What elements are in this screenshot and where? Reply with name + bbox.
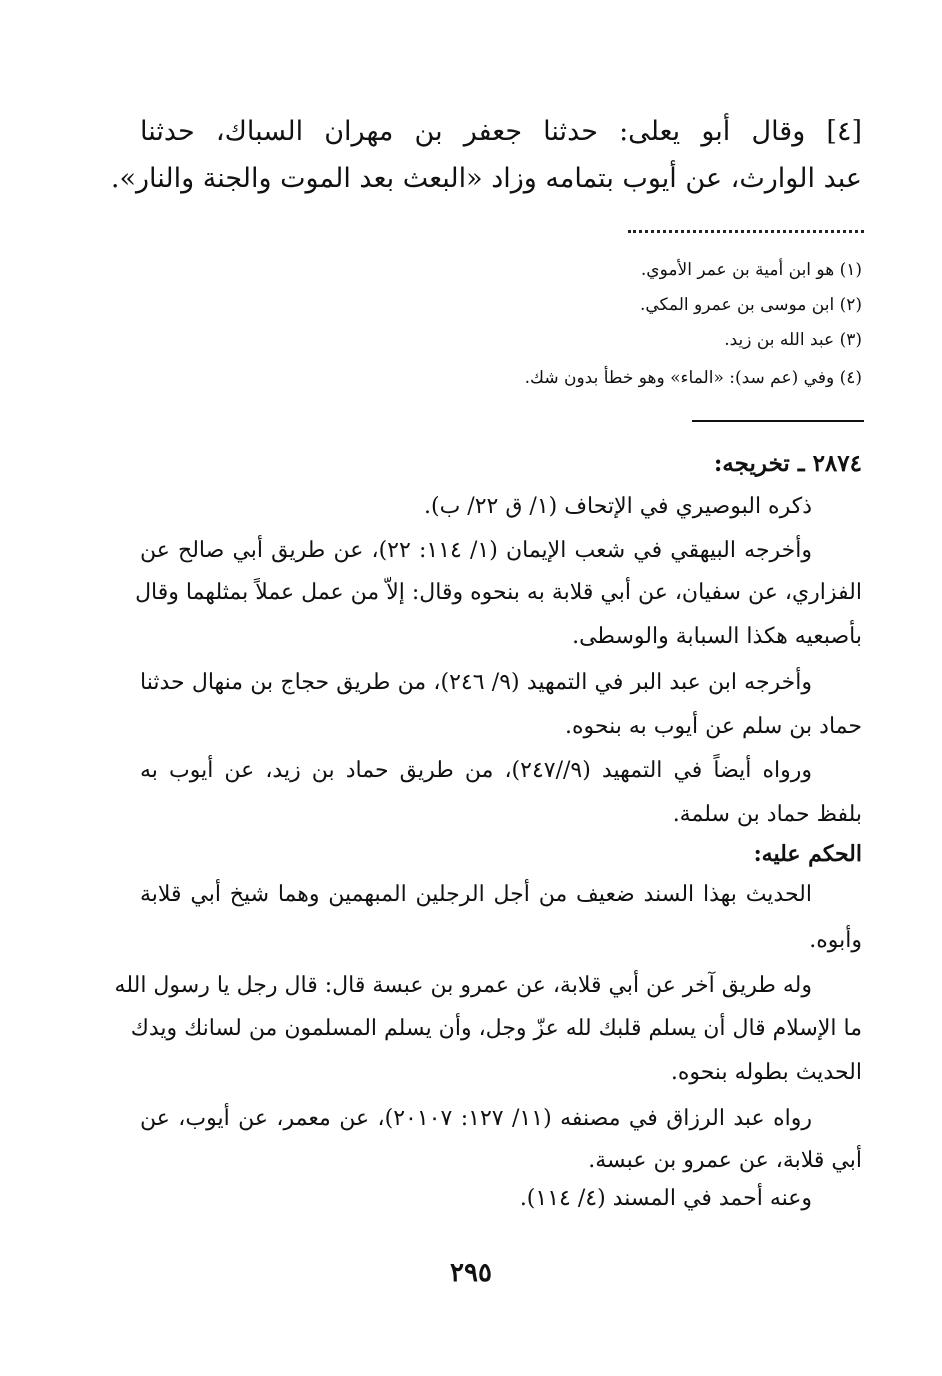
section-rule	[692, 420, 864, 422]
hukm-line: رواه عبد الرزاق في مصنفه (١١/ ١٢٧: ٢٠١٠٧)، عن معمر، عن أيوب، عن	[140, 1106, 812, 1131]
takhrij-line: ذكره البوصيري في الإتحاف (١/ ق ٢٢/ ب).	[424, 494, 812, 519]
hukm-line: وأبوه.	[809, 928, 862, 953]
takhrij-line: حماد بن سلم عن أيوب به بنحوه.	[565, 714, 862, 739]
hukm-line: وعنه أحمد في المسند (٤/ ١١٤).	[519, 1186, 812, 1211]
footnote-line: (٣) عبد الله بن زيد.	[724, 330, 862, 350]
takhrij-line: بأصبعيه هكذا السبابة والوسطى.	[572, 624, 862, 649]
page-number: ٢٩٥	[450, 1258, 492, 1288]
hukm-line: ما الإسلام قال أن يسلم قلبك لله عزّ وجل، وأن يسلم المسلمون من لسانك ويدك	[130, 1016, 862, 1041]
hukm-heading: الحكم عليه:	[753, 841, 862, 867]
hukm-line: الحديث بطوله بنحوه.	[670, 1060, 862, 1085]
hadith-line: [٤] وقال أبو يعلى: حدثنا جعفر بن مهران السباك، حدثنا	[140, 116, 862, 147]
takhrij-line: وأخرجه ابن عبد البر في التمهيد (٩/ ٢٤٦)، من طريق حجاج بن منهال حدثنا	[140, 670, 813, 695]
footnote-separator-dots	[628, 230, 864, 239]
takhrij-line: وأخرجه البيهقي في شعب الإيمان (١/ ١١٤: ٢٢)، عن طريق أبي صالح عن	[140, 538, 813, 563]
footnote-line: (٢) ابن موسى بن عمرو المكي.	[639, 295, 862, 315]
takhrij-line: الفزاري، عن سفيان، عن أبي قلابة به بنحوه وقال: إلاّ من عمل عملاً بمثلهما وقال	[135, 580, 862, 605]
footnote-line: (٤) وفي (عم سد): «الماء» وهو خطأ بدون شك.	[524, 368, 862, 388]
takhrij-heading: ٢٨٧٤ ـ تخريجه:	[713, 450, 862, 477]
hadith-line: عبد الوارث، عن أيوب بتمامه وزاد «البعث بعد الموت والجنة والنار».	[110, 163, 862, 194]
takhrij-line: بلفظ حماد بن سلمة.	[672, 802, 862, 827]
hukm-line: أبي قلابة، عن عمرو بن عبسة.	[588, 1148, 862, 1173]
hukm-line: الحديث بهذا السند ضعيف من أجل الرجلين المبهمين وهما شيخ أبي قلابة	[140, 882, 812, 907]
footnote-line: (١) هو ابن أمية بن عمر الأموي.	[640, 260, 862, 280]
hukm-line: وله طريق آخر عن أبي قلابة، عن عمرو بن عبسة قال: قال رجل يا رسول الله	[114, 973, 812, 998]
takhrij-line: ورواه أيضاً في التمهيد (٩//٢٤٧)، من طريق حماد بن زيد، عن أيوب به	[140, 758, 812, 783]
